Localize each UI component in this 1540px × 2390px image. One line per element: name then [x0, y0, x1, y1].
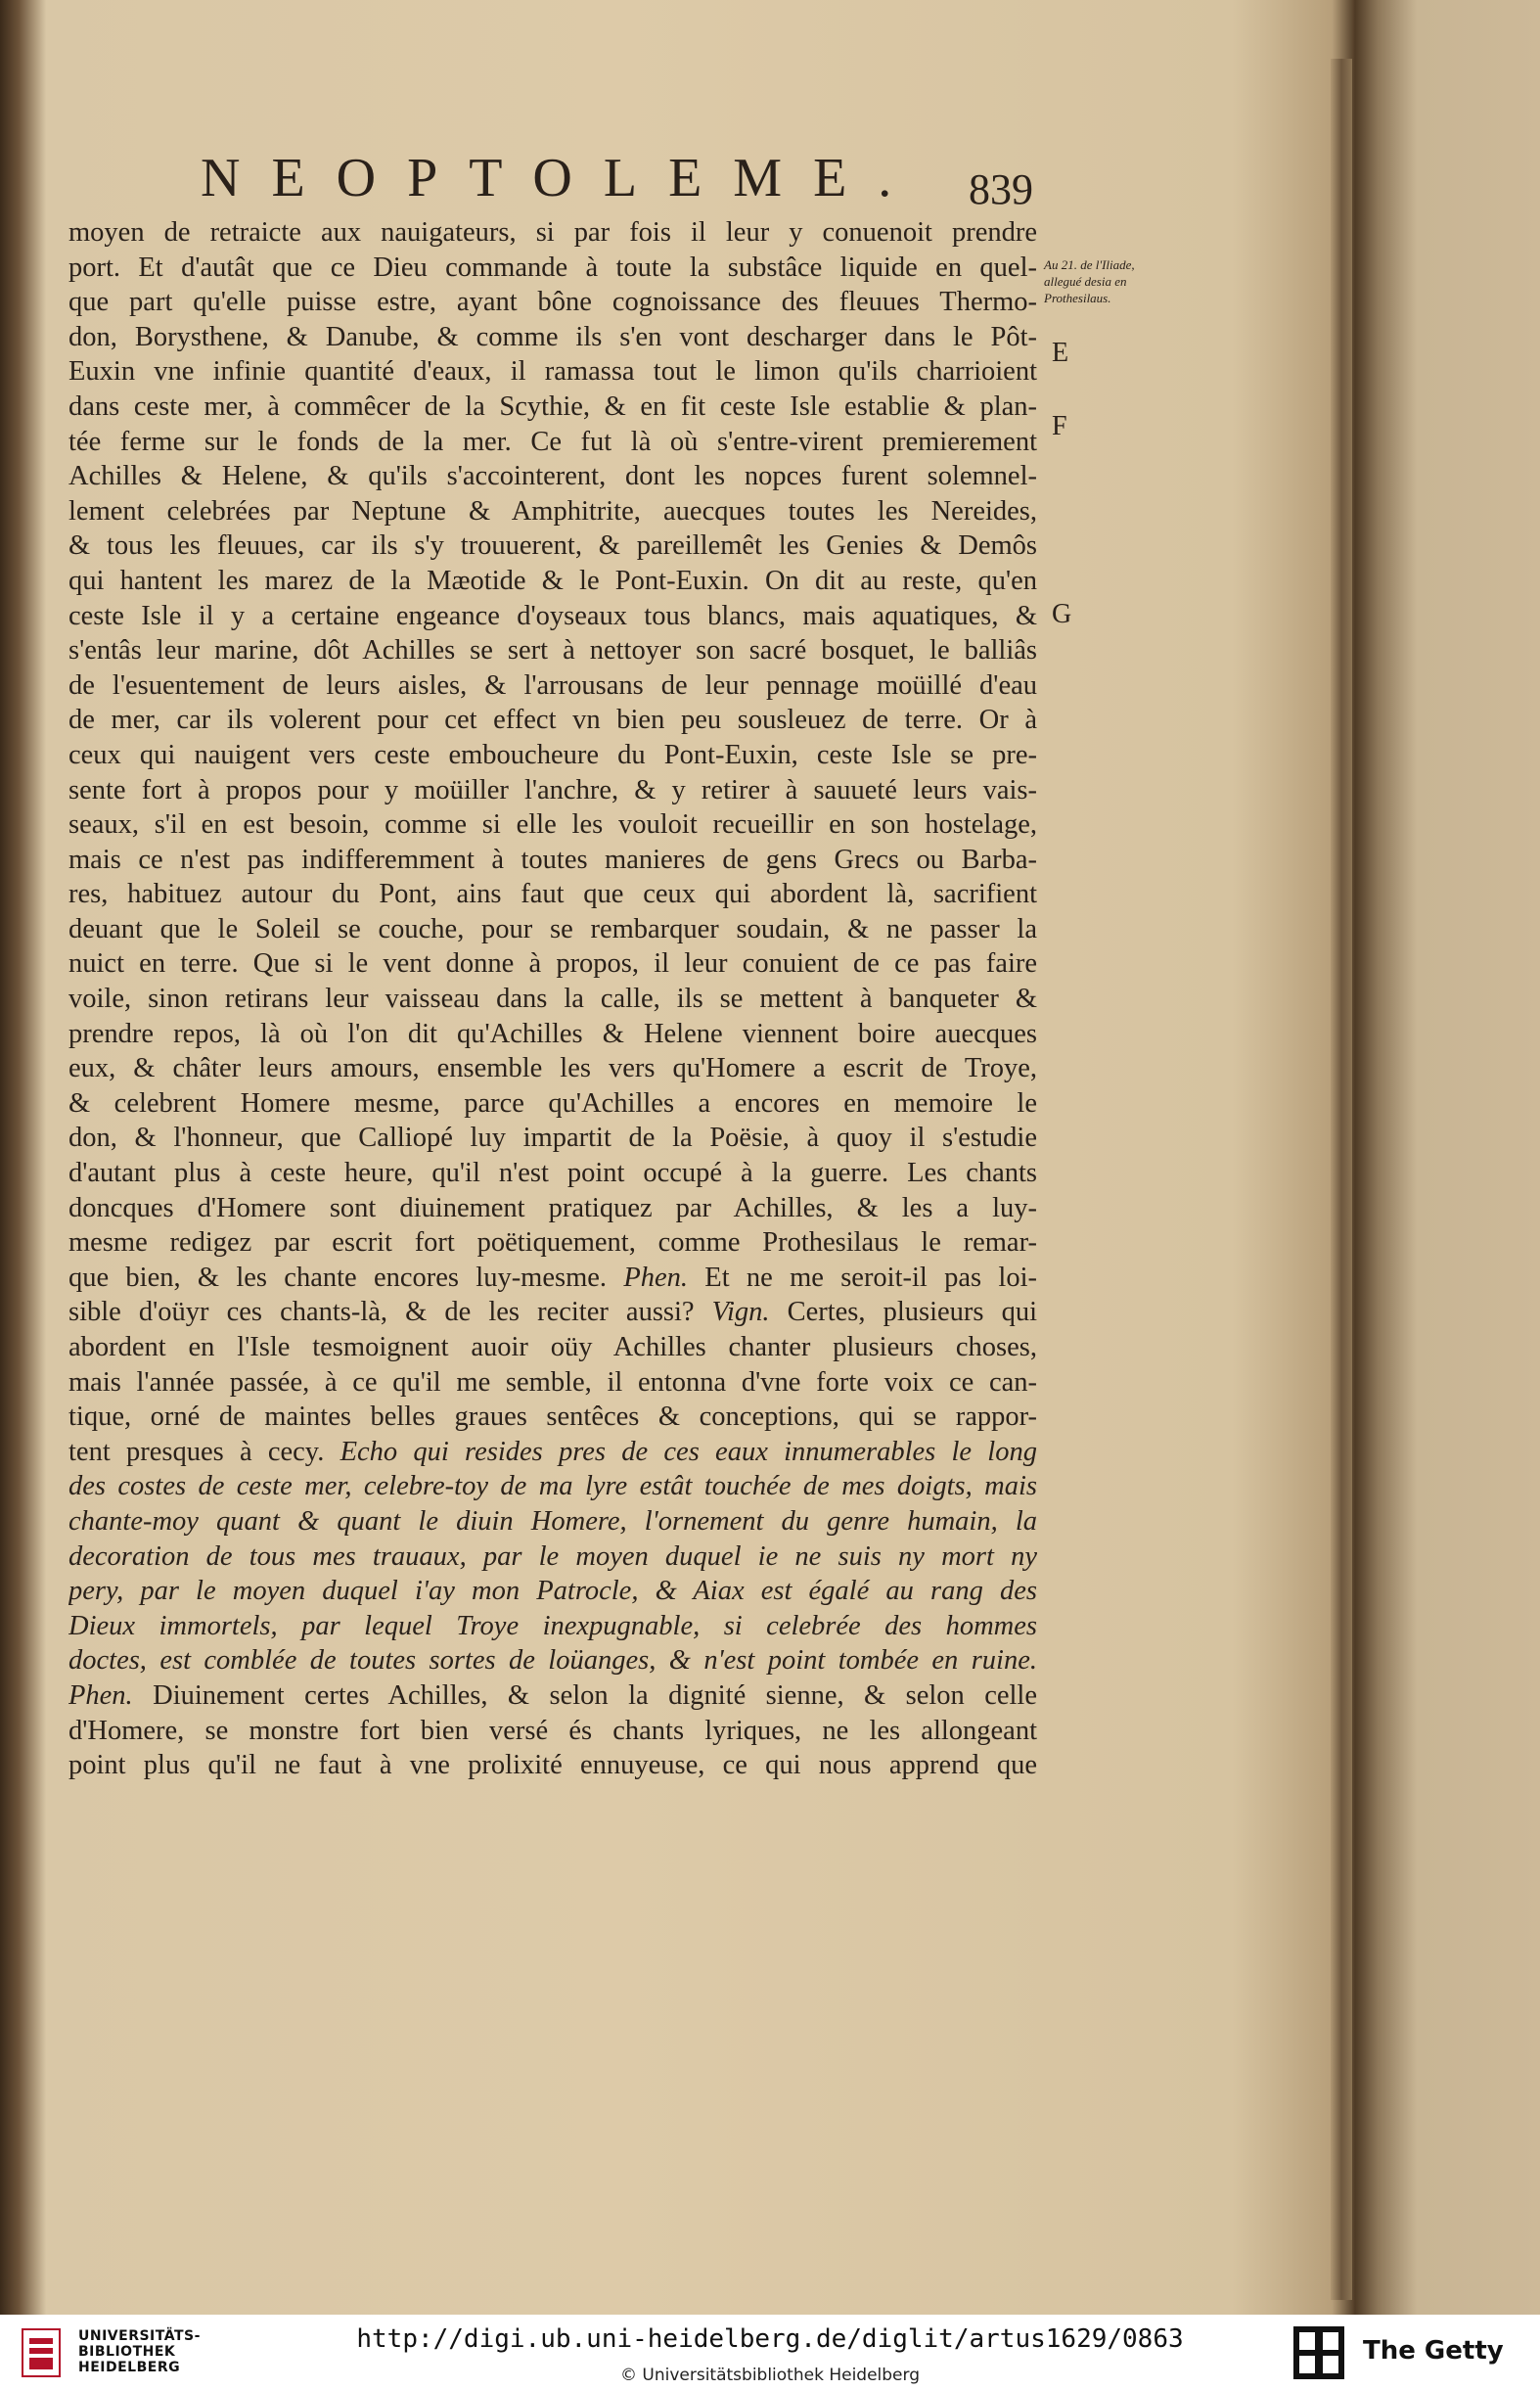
text-segment: sente fort à propos pour y moüiller l'anchre, & y retirer à sauueté leurs vais- — [68, 774, 1037, 805]
text-line — [68, 1156, 1037, 1191]
text-line — [68, 912, 1037, 947]
text-line — [68, 1435, 1037, 1470]
text-segment: don, & l'honneur, que Calliopé luy impartit de la Poësie, à quoy il s'estudie — [68, 1123, 1037, 1154]
italic-segment: pery, par le moyen duquel i'ay mon Patrocle, & Aiax est égalé au rang des — [68, 1576, 1037, 1607]
text-line — [68, 1121, 1037, 1156]
institution-name: UNIVERSITÄTS- BIBLIOTHEK HEIDELBERG — [78, 2328, 201, 2375]
text-line — [68, 1643, 1037, 1678]
text-segment: s'entâs leur marine, dôt Achilles se sert à nettoyer son sacré bosquet, le balliâs — [68, 635, 1037, 666]
text-line — [68, 599, 1037, 634]
text-segment: don, Borysthene, & Danube, & comme ils s'en vont descharger dans le Pôt- — [68, 321, 1037, 352]
text-line — [68, 285, 1037, 320]
text-segment: Certes, plusieurs qui — [769, 1297, 1037, 1328]
text-line — [68, 215, 1037, 251]
text-line — [68, 668, 1037, 704]
text-line — [68, 529, 1037, 564]
text-line — [68, 494, 1037, 529]
text-segment: mais l'année passée, à ce qu'il me semble, il entonna d'vne forte voix ce can- — [68, 1366, 1037, 1398]
text-line — [68, 1051, 1037, 1086]
text-segment: ceux qui nauigent vers ceste emboucheure du Pont-Euxin, ceste Isle se pre- — [68, 739, 1037, 770]
text-segment: & tous les fleuues, car ils s'y trouuerent, & pareillemêt les Genies & Demôs — [68, 530, 1037, 562]
body-text — [68, 215, 1037, 1783]
text-line — [68, 251, 1037, 286]
text-line — [68, 1225, 1037, 1261]
copyright-notice: © Universitätsbibliothek Heidelberg — [619, 2366, 920, 2385]
text-segment: Et ne me seroit-il pas loi- — [688, 1262, 1037, 1293]
text-segment: ceste Isle il y a certaine engeance d'oyseaux tous blancs, mais aquatiques, & — [68, 600, 1037, 631]
text-segment: eux, & châter leurs amours, ensemble les vers qu'Homere a escrit de Troye, — [68, 1053, 1037, 1084]
text-segment: que part qu'elle puisse estre, ayant bône cognoissance des fleuues Thermo- — [68, 287, 1037, 318]
text-segment: de l'esuentement de leurs aisles, & l'arrousans de leur pennage moüillé d'eau — [68, 669, 1037, 701]
text-line — [68, 1540, 1037, 1575]
text-segment: tée ferme sur le fonds de la mer. Ce fut là où s'entre-virent premierement — [68, 426, 1037, 457]
text-line — [68, 877, 1037, 912]
text-segment: moyen de retraicte aux nauigateurs, si par fois il leur y conuenoit prendre — [68, 217, 1037, 248]
text-line — [68, 354, 1037, 390]
italic-segment: Dieux immortels, par lequel Troye inexpugnable, si celebrée des hommes — [68, 1610, 1037, 1641]
text-line — [68, 1295, 1037, 1330]
text-segment: lement celebrées par Neptune & Amphitrite, auecques toutes les Nereides, — [68, 495, 1037, 527]
text-segment: mesme redigez par escrit fort poëtiquement, comme Prothesilaus le remar- — [68, 1227, 1037, 1259]
text-line — [68, 1678, 1037, 1714]
text-line — [68, 633, 1037, 668]
side-letter-f: F — [1052, 411, 1067, 441]
text-segment: tent presques à cecy. — [68, 1436, 340, 1467]
partner-name: The Getty — [1363, 2336, 1504, 2366]
text-line — [68, 982, 1037, 1017]
text-segment: Euxin vne infinie quantité d'eaux, il ramassa tout le limon qu'ils charrioient — [68, 356, 1037, 388]
text-segment: de mer, car ils volerent pour cet effect vn bien peu sousleuez de terre. Or à — [68, 705, 1037, 736]
text-segment: doncques d'Homere sont diuinement pratiquez par Achilles, & les a luy- — [68, 1192, 1037, 1223]
text-segment: port. Et d'autât que ce Dieu commande à toute la substâce liquide en quel- — [68, 252, 1037, 283]
page-url[interactable]: http://digi.ub.uni-heidelberg.de/diglit/artus1629/0863 — [356, 2324, 1184, 2354]
italic-segment: Phen. — [623, 1262, 689, 1293]
text-line — [68, 1365, 1037, 1401]
italic-segment: Vign. — [711, 1297, 770, 1328]
text-line — [68, 320, 1037, 355]
text-line — [68, 425, 1037, 460]
text-segment: d'autant plus à ceste heure, qu'il n'est point occupé à la guerre. Les chants — [68, 1158, 1037, 1189]
text-segment: Achilles & Helene, & qu'ils s'accointerent, dont les nopces furent solemnel- — [68, 461, 1037, 492]
italic-segment: Phen. — [68, 1679, 133, 1711]
marginal-note: Au 21. de l'Iliade, allegué desia en Prothesilaus. — [1044, 257, 1135, 305]
text-segment: nuict en terre. Que si le vent donne à propos, il leur conuient de ce pas faire — [68, 948, 1037, 980]
text-segment: voile, sinon retirans leur vaisseau dans la calle, ils se mettent à banqueter & — [68, 984, 1037, 1015]
text-line — [68, 703, 1037, 738]
text-segment: que bien, & les chante encores luy-mesme. — [68, 1262, 624, 1293]
text-line — [68, 1017, 1037, 1052]
text-segment: qui hantent les marez de la Mæotide & le Pont-Euxin. On dit au reste, qu'en — [68, 565, 1037, 596]
side-letter-g: G — [1052, 599, 1072, 629]
text-segment: abordent en l'Isle tesmoignent auoir oüy Achilles chanter plusieurs choses, — [68, 1332, 1037, 1362]
italic-segment: chante-moy quant & quant le diuin Homere, l'ornement du genre humain, la — [68, 1505, 1037, 1537]
text-segment: & celebrent Homere mesme, parce qu'Achilles a encores en memoire le — [68, 1087, 1037, 1119]
text-segment: sible d'oüyr ces chants-là, & de les reciter aussi? — [68, 1297, 712, 1328]
text-line — [68, 1748, 1037, 1783]
text-line — [68, 1330, 1037, 1365]
text-segment: prendre repos, là où l'on dit qu'Achilles & Helene viennent boire auecques — [68, 1018, 1037, 1049]
text-line — [68, 1086, 1037, 1122]
text-line — [68, 564, 1037, 599]
italic-segment: des costes de ceste mer, celebre-toy de ma lyre estât touchée de mes doigts, mais — [68, 1471, 1037, 1502]
text-segment: d'Homere, se monstre fort bien versé és chants lyriques, ne les allongeant — [68, 1715, 1037, 1746]
text-line — [68, 1469, 1037, 1504]
text-segment: tique, orné de maintes belles graues sentêces & conceptions, qui se rappor- — [68, 1402, 1037, 1433]
getty-logo-icon — [1293, 2326, 1344, 2379]
page-fold-shadow — [1331, 59, 1352, 2300]
text-line — [68, 1504, 1037, 1540]
text-line — [68, 773, 1037, 808]
text-line — [68, 1609, 1037, 1644]
running-header: NEOPTOLEME. — [201, 148, 924, 208]
text-segment: mais ce n'est pas indifferemment à toutes manieres de gens Grecs ou Barba- — [68, 844, 1037, 875]
text-line — [68, 1574, 1037, 1609]
text-line — [68, 459, 1037, 494]
page-number: 839 — [969, 165, 1033, 213]
text-segment: dans ceste mer, à commêcer de la Scythie, & en fit ceste Isle establie & plan- — [68, 391, 1037, 422]
text-line — [68, 843, 1037, 878]
viewer-footer — [0, 2315, 1540, 2390]
text-segment: res, habituez autour du Pont, ains faut que ceux qui abordent là, sacrifient — [68, 879, 1037, 910]
text-line — [68, 807, 1037, 843]
italic-segment: decoration de tous mes trauaux, par le moyen duquel ie ne suis ny mort ny — [68, 1540, 1037, 1572]
text-segment: point plus qu'il ne faut à vne prolixité ennuyeuse, ce qui nous apprend que — [68, 1750, 1037, 1781]
text-line — [68, 1400, 1037, 1435]
text-segment: Diuinement certes Achilles, & selon la dignité sienne, & selon celle — [132, 1679, 1037, 1711]
text-line — [68, 390, 1037, 425]
text-segment: seaux, s'il en est besoin, comme si elle les vouloit recueillir en son hostelage, — [68, 809, 1037, 841]
side-letter-e: E — [1052, 338, 1069, 368]
italic-segment: doctes, est comblée de toutes sortes de loüanges, & n'est point tombée en ruine. — [68, 1645, 1037, 1677]
text-segment: deuant que le Soleil se couche, pour se rembarquer soudain, & ne passer la — [68, 913, 1037, 944]
text-line — [68, 1261, 1037, 1296]
text-line — [68, 1191, 1037, 1226]
text-line — [68, 738, 1037, 773]
italic-segment: Echo qui resides pres de ces eaux innumerables le long — [340, 1436, 1037, 1467]
text-line — [68, 1714, 1037, 1749]
text-line — [68, 946, 1037, 982]
